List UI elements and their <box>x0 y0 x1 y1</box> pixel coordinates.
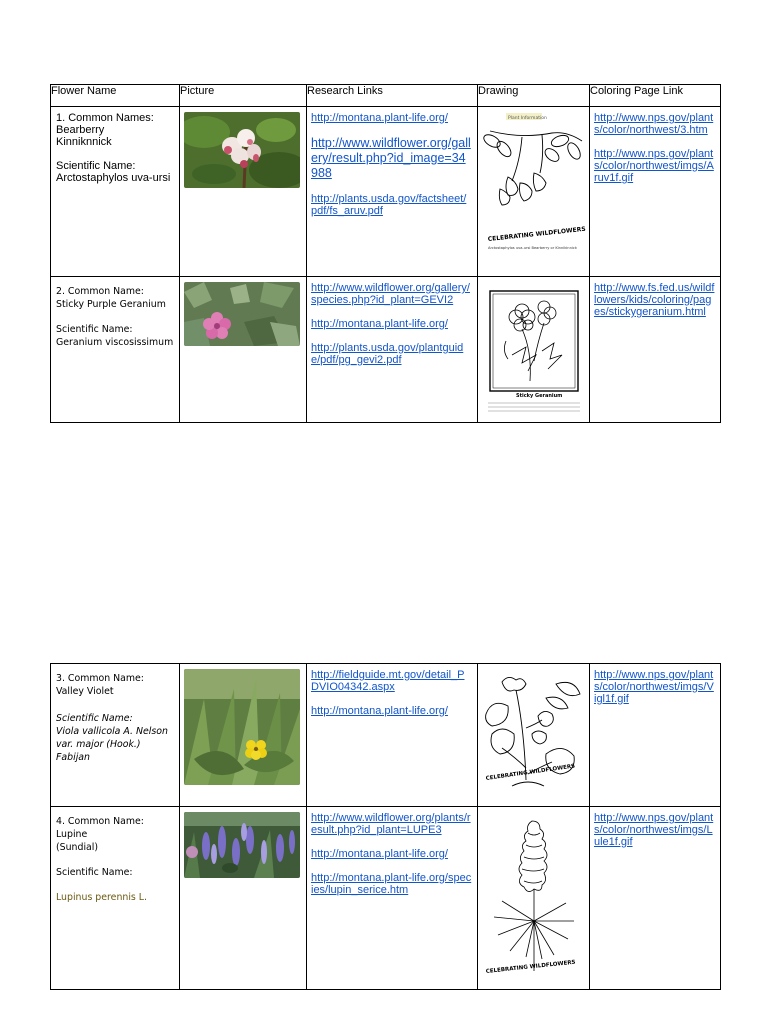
bearberry-photo <box>184 112 300 188</box>
coloring-page-link[interactable]: http://www.nps.gov/plants/color/northwest/3.htm <box>594 112 714 136</box>
coloring-link-cell <box>590 807 721 990</box>
research-link[interactable]: http://plants.usda.gov/factsheet/pdf/fs_aruv.pdf <box>311 193 467 217</box>
research-links-cell <box>307 277 478 423</box>
violet-drawing <box>482 668 586 804</box>
research-link[interactable]: http://montana.plant-life.org/ <box>311 848 448 860</box>
common-name-alt: Kinniknnick <box>56 136 112 148</box>
coloring-page-link[interactable]: http://www.nps.gov/plants/color/northwest/imgs/Lule1f.gif <box>594 812 714 848</box>
coloring-link-cell <box>590 664 721 807</box>
drawing-caption: CELEBRATING WILDFLOWERS <box>485 959 576 975</box>
scientific-name: Arctostaphylos uva-ursi <box>56 172 171 184</box>
scientific-name: Lupinus perennis L. <box>56 892 147 903</box>
scientific-name-label: Scientific Name: <box>56 324 133 335</box>
coloring-page-link[interactable]: http://www.nps.gov/plants/color/northwest/imgs/Aruv1f.gif <box>594 148 714 184</box>
table-row <box>51 807 721 990</box>
common-name-label: 4. Common Name: Lupine <box>56 816 144 840</box>
geranium-photo <box>184 282 300 346</box>
lupine-photo <box>184 812 300 878</box>
drawing-cell <box>478 807 590 990</box>
research-link[interactable]: http://montana.plant-life.org/ <box>311 112 448 124</box>
drawing-header-text: Plant Information <box>508 116 547 121</box>
scientific-name: Geranium viscosissimum <box>56 337 174 348</box>
picture-cell <box>180 277 307 423</box>
flower-name-cell <box>51 807 180 990</box>
research-link[interactable]: http://montana.plant-life.org/species/lupin_serice.htm <box>311 872 472 896</box>
picture-cell <box>180 107 307 277</box>
bearberry-drawing <box>482 111 586 261</box>
common-name-label: 3. Common Name: <box>56 673 144 684</box>
research-link[interactable]: http://www.wildflower.org/gallery/result.php?id_image=34988 <box>311 136 471 180</box>
geranium-drawing <box>482 281 586 417</box>
table-row <box>51 107 721 277</box>
picture-cell <box>180 807 307 990</box>
scientific-name: Viola vallicola A. Nelson <box>56 726 168 737</box>
header-drawing: Drawing <box>478 85 590 107</box>
common-name-label: 2. Common Name: <box>56 286 144 297</box>
scientific-name-label: Scientific Name: <box>56 160 136 172</box>
drawing-cell <box>478 277 590 423</box>
common-name: Bearberry <box>56 124 105 136</box>
drawing-cell <box>478 107 590 277</box>
common-name: Sticky Purple Geranium <box>56 299 166 310</box>
drawing-caption: Sticky Geranium <box>516 393 563 399</box>
coloring-page-link[interactable]: http://www.fs.fed.us/wildflowers/kids/coloring/pages/stickygeranium.html <box>594 282 715 318</box>
drawing-cell <box>478 664 590 807</box>
wildflower-table-bottom <box>50 663 721 990</box>
flower-name-cell <box>51 277 180 423</box>
flower-name-cell <box>51 664 180 807</box>
coloring-page-link[interactable]: http://www.nps.gov/plants/color/northwest/imgs/Vigl1f.gif <box>594 669 714 705</box>
drawing-note: Arctostaphylos uva-ursi Bearberry or Kinnikinnick <box>488 246 577 250</box>
header-row <box>51 85 721 107</box>
research-links-cell <box>307 664 478 807</box>
scientific-name-label: Scientific Name: <box>56 713 133 724</box>
lupine-drawing <box>482 811 586 985</box>
common-name-label: 1. Common Names: <box>56 112 154 124</box>
common-name-alt: (Sundial) <box>56 842 99 853</box>
wildflower-table-top <box>50 84 721 423</box>
header-picture: Picture <box>180 85 307 107</box>
drawing-caption: CELEBRATING WILDFLOWERS <box>487 225 586 243</box>
table-row <box>51 277 721 423</box>
research-link[interactable]: http://www.wildflower.org/plants/result.php?id_plant=LUPE3 <box>311 812 471 836</box>
flower-name-cell <box>51 107 180 277</box>
scientific-name-label: Scientific Name: <box>56 867 133 878</box>
header-flower-name: Flower Name <box>51 85 180 107</box>
coloring-link-cell <box>590 277 721 423</box>
research-link[interactable]: http://montana.plant-life.org/ <box>311 318 448 330</box>
research-link[interactable]: http://plants.usda.gov/plantguide/pdf/pg_gevi2.pdf <box>311 342 464 366</box>
research-link[interactable]: http://www.wildflower.org/gallery/species.php?id_plant=GEVI2 <box>311 282 470 306</box>
header-research-links: Research Links <box>307 85 478 107</box>
picture-cell <box>180 664 307 807</box>
header-coloring-page-link: Coloring Page Link <box>590 85 721 107</box>
scientific-name-variety: var. major (Hook.) Fabijan <box>56 739 141 763</box>
research-links-cell <box>307 107 478 277</box>
research-link[interactable]: http://fieldguide.mt.gov/detail_PDVIO04342.aspx <box>311 669 465 693</box>
table-row <box>51 664 721 807</box>
drawing-caption: CELEBRATING WILDFLOWERS <box>485 763 576 782</box>
common-name: Valley Violet <box>56 686 114 697</box>
research-link[interactable]: http://montana.plant-life.org/ <box>311 705 448 717</box>
violet-photo <box>184 669 300 785</box>
research-links-cell <box>307 807 478 990</box>
coloring-link-cell <box>590 107 721 277</box>
